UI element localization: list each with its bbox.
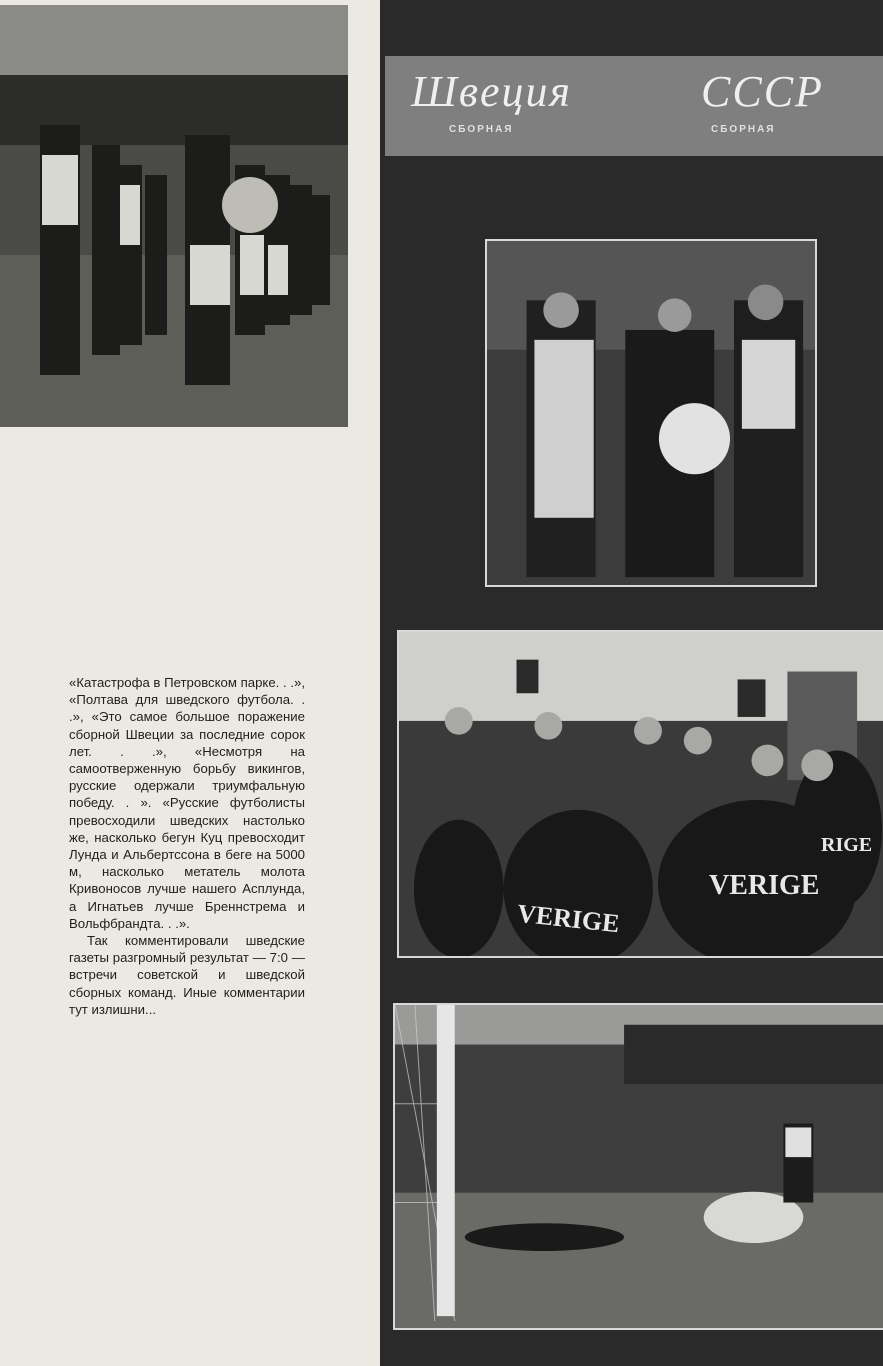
team-sweden-title: Швеция xyxy=(411,67,572,116)
goal-moment-photo xyxy=(393,1003,883,1330)
team-sweden-label: СБОРНАЯ xyxy=(449,124,514,135)
team-ussr-label: СБОРНАЯ xyxy=(711,124,776,135)
article-paragraph: «Катастрофа в Петровском парке. . .», «Полтава для шведского футбола. . .», «Это самое большое поражение сборной Швеции за последние сорок лет. . .», «Несмотря на самоотверженную борьбу викингов, русские одержали триумфальную победу. . ». «Русские футболисты превосходили шведских настолько же, насколько бегун Куц превосходит Лунда и Альбертссона в беге на 5000 м, насколько метатель молота Кривоносов лучше нашего Асплунда, а Игнатьев лучше Бреннстрема и Вольфбрандта. . .». xyxy=(69,675,306,931)
jersey-text-left: VERIGE xyxy=(515,898,621,939)
article-paragraph: Так комментировали шведские газеты разгромный результат — 7:0 — встречи советской и шведской сборных команд. Иные комментарии тут излишни... xyxy=(69,933,305,1017)
article-text xyxy=(69,674,305,1018)
locker-room-photo xyxy=(397,630,883,958)
captains-referee-photo xyxy=(485,239,817,587)
teams-walkout-photo xyxy=(0,5,348,427)
team-ussr-title: СССР xyxy=(701,67,824,116)
match-banner xyxy=(385,56,883,156)
jersey-text-center: VERIGE xyxy=(709,870,820,901)
jersey-text-right-edge: RIGE xyxy=(821,834,873,856)
